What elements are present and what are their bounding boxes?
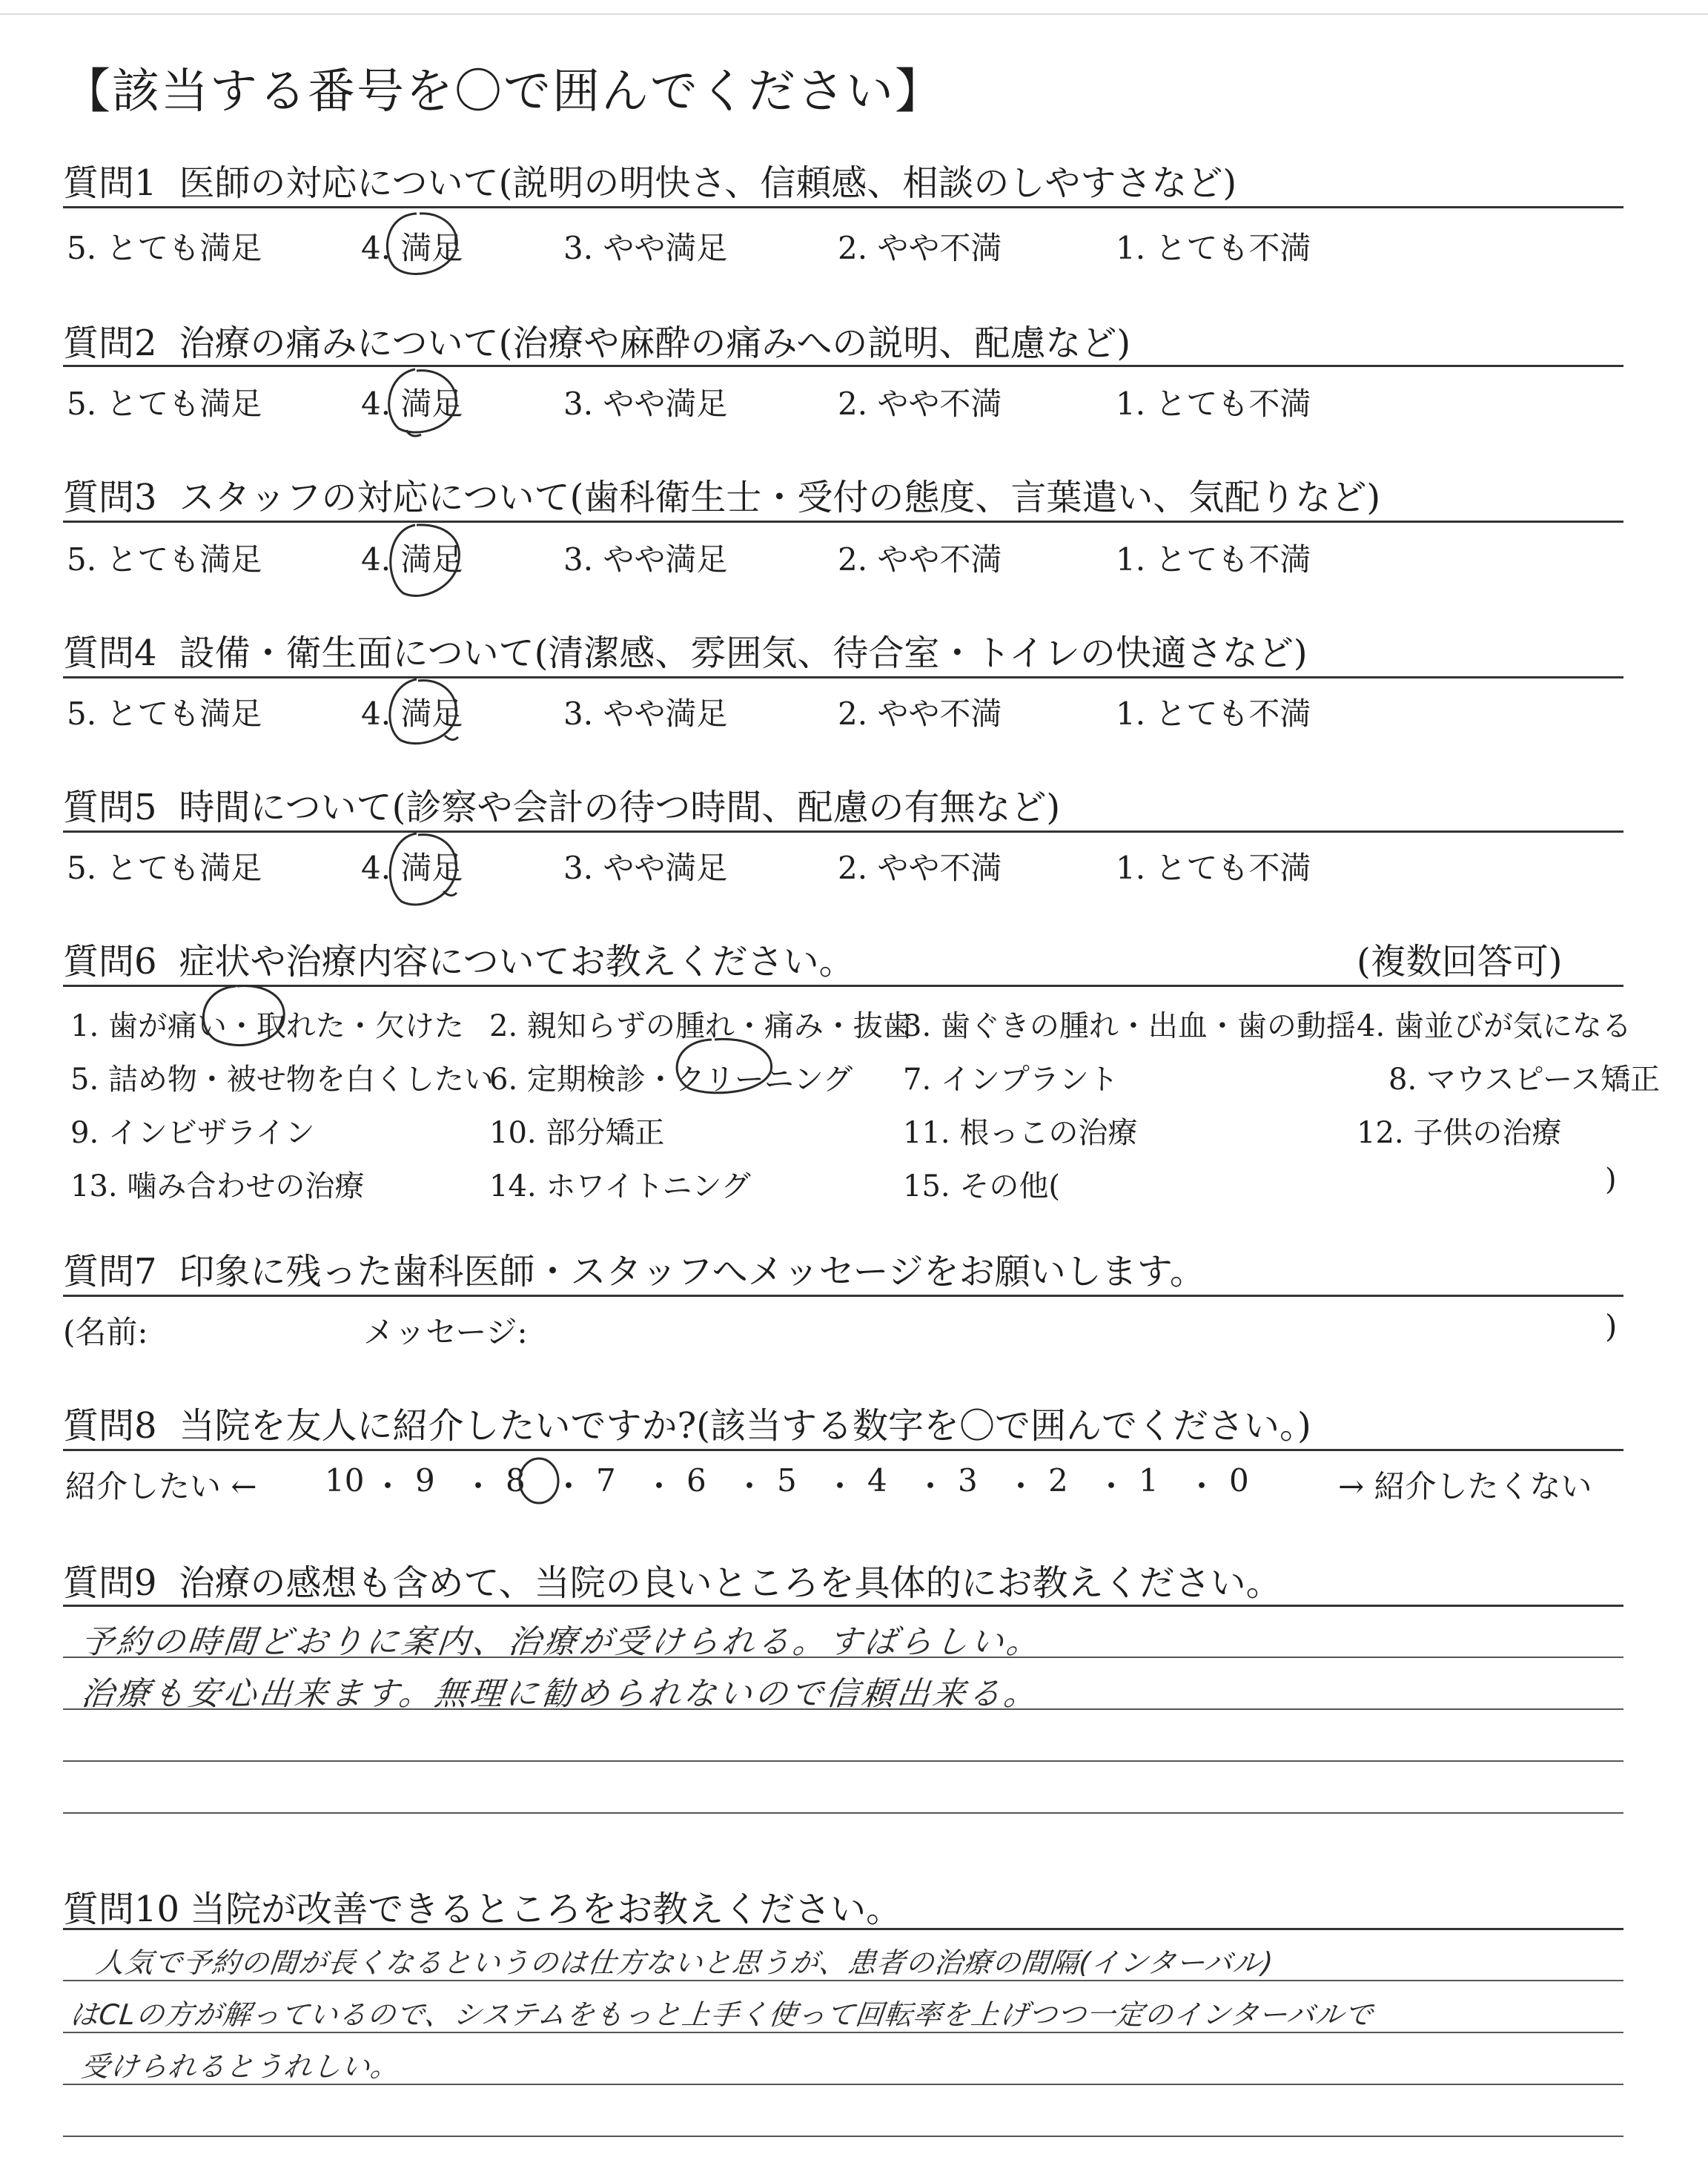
q1-option-4[interactable]: 4. 満足 (361, 230, 463, 266)
scale-value-3[interactable]: 3 (958, 1462, 978, 1499)
q6-option-3[interactable]: 3. 歯ぐきの腫れ・出血・歯の動揺 (903, 1009, 1356, 1043)
scale-separator-dot: ・ (643, 1468, 675, 1505)
question-number: 質問2 (63, 323, 157, 364)
q1-option-5[interactable]: 5. とても満足 (67, 230, 262, 266)
q2-option-2[interactable]: 2. やや不満 (838, 386, 1002, 422)
q6-option-7[interactable]: 7. インプラント (903, 1063, 1119, 1097)
question-3-rule (63, 521, 1623, 523)
question-text: スタッフの対応について(歯科衛生士・受付の態度、言葉遣い、気配りなど) (179, 477, 1381, 518)
answer-line (63, 2136, 1623, 2137)
question-6-rule (63, 985, 1623, 987)
q10-answer-line-3: 受けられるとうれしい。 (79, 2050, 401, 2083)
question-text: 設備・衛生面について(清潔感、雰囲気、待合室・トイレの快適さなど) (179, 633, 1308, 674)
question-text: 時間について(診察や会計の待つ時間、配慮の有無など) (179, 787, 1061, 828)
question-text: 印象に残った歯科医師・スタッフへメッセージをお願いします。 (179, 1251, 1205, 1292)
q4-option-3[interactable]: 3. やや満足 (563, 696, 728, 732)
question-number: 質問1 (63, 162, 157, 204)
scale-separator-dot: ・ (1096, 1468, 1128, 1505)
q2-option-5[interactable]: 5. とても満足 (67, 386, 262, 422)
scale-value-7[interactable]: 7 (596, 1462, 616, 1499)
question-text: 当院を友人に紹介したいですか?(該当する数字を〇で囲んでください。) (179, 1405, 1311, 1447)
q6-option-12[interactable]: 12. 子供の治療 (1357, 1116, 1562, 1150)
q6-option-11[interactable]: 11. 根っこの治療 (903, 1116, 1138, 1150)
q3-option-4[interactable]: 4. 満足 (361, 541, 463, 578)
scale-separator-dot: ・ (915, 1468, 947, 1505)
question-9-rule (63, 1605, 1623, 1607)
q10-answer-line-1: 人気で予約の間が長くなるというのは仕方ないと思うが、患者の治療の間隔(インターバル) (94, 1946, 1276, 1979)
scale-value-1[interactable]: 1 (1139, 1462, 1159, 1499)
q5-option-2[interactable]: 2. やや不満 (838, 850, 1002, 886)
recommend-left-label: 紹介したい ← (65, 1468, 257, 1505)
scale-separator-dot: ・ (824, 1468, 856, 1505)
message-field-label: メッセージ: (363, 1314, 528, 1350)
question-number: 質問6 (63, 941, 157, 982)
q6-option-8[interactable]: 8. マウスピース矯正 (1388, 1063, 1661, 1097)
q4-option-4[interactable]: 4. 満足 (361, 696, 463, 732)
question-number: 質問4 (63, 633, 157, 674)
scale-separator-dot: ・ (463, 1468, 494, 1505)
q4-option-1[interactable]: 1. とても不満 (1116, 696, 1311, 732)
question-4-rule (63, 676, 1623, 678)
page-top-edge (0, 13, 1708, 15)
q2-option-1[interactable]: 1. とても不満 (1116, 386, 1311, 422)
q5-check-tail (443, 891, 457, 896)
q3-option-2[interactable]: 2. やや不満 (838, 541, 1002, 578)
question-1-rule (63, 206, 1623, 208)
question-number: 質問3 (63, 477, 157, 518)
name-field-label: (名前: (63, 1314, 148, 1350)
question-5-title (63, 779, 1060, 830)
answer-line (63, 1760, 1623, 1762)
message-close-paren: ) (1605, 1308, 1618, 1344)
scale-value-10[interactable]: 10 (325, 1462, 365, 1499)
answer-line (63, 1812, 1623, 1814)
q6-option-6[interactable]: 6. 定期検診・クリーニング (489, 1063, 853, 1097)
scale-value-8[interactable]: 8 (506, 1462, 526, 1499)
q1-option-1[interactable]: 1. とても不満 (1116, 230, 1311, 266)
question-text: 治療の感想も含めて、当院の良いところを具体的にお教えください。 (179, 1562, 1282, 1604)
q4-check-tail (445, 736, 458, 740)
q6-option-10[interactable]: 10. 部分矯正 (489, 1116, 665, 1150)
question-10-rule (63, 1928, 1623, 1930)
q6-other-close-paren: ) (1605, 1163, 1617, 1197)
q9-answer-line-2: 治療も安心出来ます。無理に勧められないので信頼出来る。 (79, 1675, 1042, 1713)
question-8-title (63, 1397, 1311, 1448)
scale-separator-dot: ・ (734, 1468, 766, 1505)
question-number: 質問5 (63, 787, 157, 828)
question-10-title (63, 1880, 901, 1932)
question-8-rule (63, 1449, 1623, 1451)
question-7-title (63, 1243, 1205, 1294)
q2-check-tail (406, 430, 421, 436)
question-9-title (63, 1554, 1282, 1605)
question-5-rule (63, 830, 1623, 833)
question-text: 症状や治療内容についてお教えください。 (179, 941, 855, 982)
scale-value-0[interactable]: 0 (1229, 1462, 1249, 1499)
scale-separator-dot: ・ (1005, 1468, 1037, 1505)
q6-option-5[interactable]: 5. 詰め物・被せ物を白くしたい (70, 1063, 494, 1097)
q9-answer-line-1: 予約の時間どおりに案内、治療が受けられる。すばらしい。 (79, 1623, 1045, 1661)
scale-separator-dot: ・ (1186, 1468, 1218, 1505)
scale-value-9[interactable]: 9 (415, 1462, 435, 1499)
multiple-answer-note: (複数回答可) (1357, 941, 1563, 982)
question-3-title (63, 469, 1380, 520)
q5-option-5[interactable]: 5. とても満足 (67, 850, 262, 886)
scale-value-2[interactable]: 2 (1048, 1462, 1068, 1499)
question-text: 当院が改善できるところをお教えください。 (190, 1889, 902, 1930)
question-2-title (63, 314, 1131, 366)
question-number: 質問9 (63, 1562, 157, 1604)
q5-option-3[interactable]: 3. やや満足 (563, 850, 728, 886)
q6-option-2[interactable]: 2. 親知らずの腫れ・痛み・抜歯 (489, 1009, 913, 1043)
scale-separator-dot: ・ (372, 1468, 404, 1505)
q6-option-9[interactable]: 9. インビザライン (70, 1116, 315, 1150)
question-number: 質問7 (63, 1251, 157, 1292)
q6-option-14[interactable]: 14. ホワイトニング (489, 1169, 751, 1203)
question-text: 治療の痛みについて(治療や麻酔の痛みへの説明、配慮など) (179, 323, 1131, 364)
scale-value-6[interactable]: 6 (686, 1462, 706, 1499)
recommend-right-label: → 紹介したくない (1338, 1468, 1592, 1505)
q6-option-4[interactable]: 4. 歯並びが気になる (1357, 1009, 1632, 1043)
q1-option-3[interactable]: 3. やや満足 (563, 230, 728, 266)
q3-option-1[interactable]: 1. とても不満 (1116, 541, 1311, 578)
question-6-title (63, 933, 855, 984)
q6-option-13[interactable]: 13. 噛み合わせの治療 (70, 1169, 365, 1203)
question-text: 医師の対応について(説明の明快さ、信頼感、相談のしやすさなど) (179, 162, 1237, 204)
question-number: 質問8 (63, 1405, 157, 1447)
q3-option-3[interactable]: 3. やや満足 (563, 541, 728, 578)
scale-value-4[interactable]: 4 (867, 1462, 887, 1499)
q5-option-4[interactable]: 4. 満足 (361, 850, 463, 886)
q6-option-15[interactable]: 15. その他( (903, 1169, 1060, 1203)
q1-option-2[interactable]: 2. やや不満 (838, 230, 1002, 266)
q2-option-4[interactable]: 4. 満足 (361, 386, 463, 422)
question-1-title (63, 154, 1237, 205)
q6-option-1[interactable]: 1. 歯が痛い・取れた・欠けた (70, 1009, 464, 1043)
q5-option-1[interactable]: 1. とても不満 (1116, 850, 1311, 886)
question-7-rule (63, 1295, 1623, 1297)
q3-option-5[interactable]: 5. とても満足 (67, 541, 262, 578)
question-number: 質問10 (63, 1889, 180, 1930)
question-4-title (63, 624, 1308, 676)
q10-answer-line-2: はCLの方が解っているので、システムをもっと上手く使って回転率を上げつつ一定のインターバルで (68, 1998, 1375, 2031)
scale-value-5[interactable]: 5 (777, 1462, 797, 1499)
page-header: 【該当する番号を〇で囲んでください】 (63, 65, 944, 119)
q4-option-2[interactable]: 2. やや不満 (838, 696, 1002, 732)
q4-option-5[interactable]: 5. とても満足 (67, 696, 262, 732)
q2-option-3[interactable]: 3. やや満足 (563, 386, 728, 422)
question-2-rule (63, 365, 1623, 367)
scale-separator-dot: ・ (553, 1468, 585, 1505)
